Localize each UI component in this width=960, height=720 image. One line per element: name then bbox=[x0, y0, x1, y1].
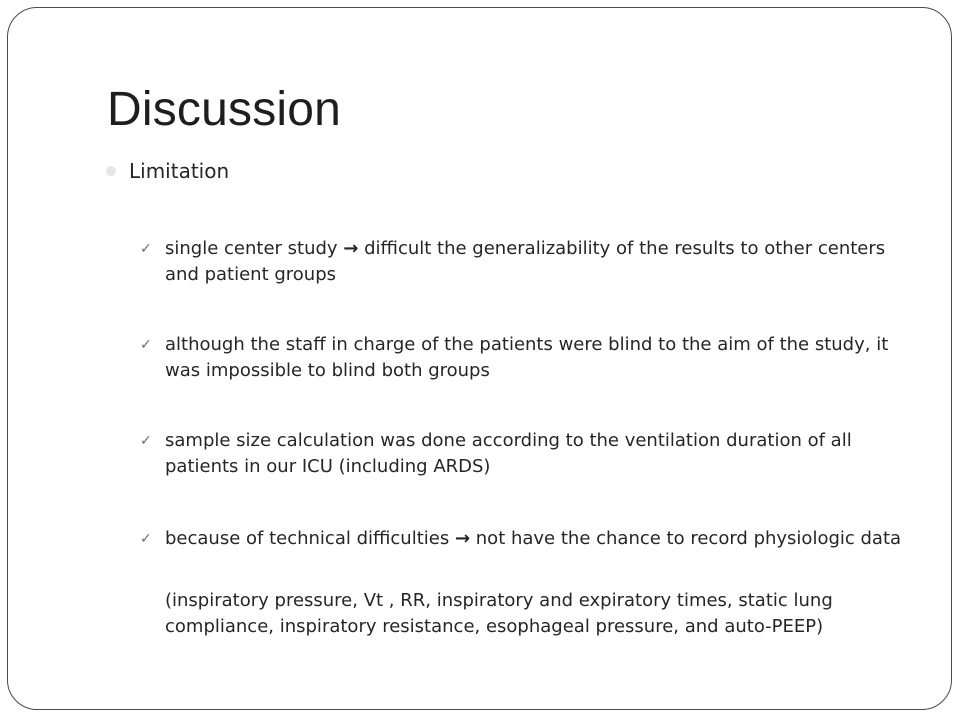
checkmark-icon: ✓ bbox=[140, 337, 152, 353]
arrow-right-icon: → bbox=[454, 528, 471, 549]
limitation-item-4 bbox=[140, 526, 910, 552]
slide-title: Discussion bbox=[107, 83, 342, 136]
physiologic-data-details: (inspiratory pressure, Vt , RR, inspiratory and expiratory times, static lung compliance, inspiratory resistance, esophageal pressure, and auto-PEEP) bbox=[165, 590, 833, 637]
limitation-item-1 bbox=[140, 236, 910, 288]
bullet-dot-icon bbox=[106, 166, 116, 176]
limitation-item-text: sample size calculation was done according to the ventilation duration of all patients in our ICU (including ARDS) bbox=[165, 430, 852, 477]
checkmark-icon: ✓ bbox=[140, 433, 152, 449]
limitation-item-text: single center study → difficult the generalizability of the results to other centers and patient groups bbox=[165, 238, 886, 285]
arrow-right-icon: → bbox=[343, 238, 359, 259]
limitation-item-3 bbox=[140, 428, 910, 480]
bullet-limitation bbox=[106, 159, 229, 183]
limitation-item-text: although the staff in charge of the patients were blind to the aim of the study, it was impossible to blind both groups bbox=[165, 334, 889, 381]
checkmark-icon: ✓ bbox=[140, 241, 152, 257]
limitation-item-2 bbox=[140, 332, 910, 384]
bullet-label: Limitation bbox=[129, 159, 230, 183]
checkmark-icon: ✓ bbox=[140, 531, 152, 547]
limitation-item-text: because of technical difficulties → not have the chance to record physiologic data bbox=[165, 528, 902, 549]
